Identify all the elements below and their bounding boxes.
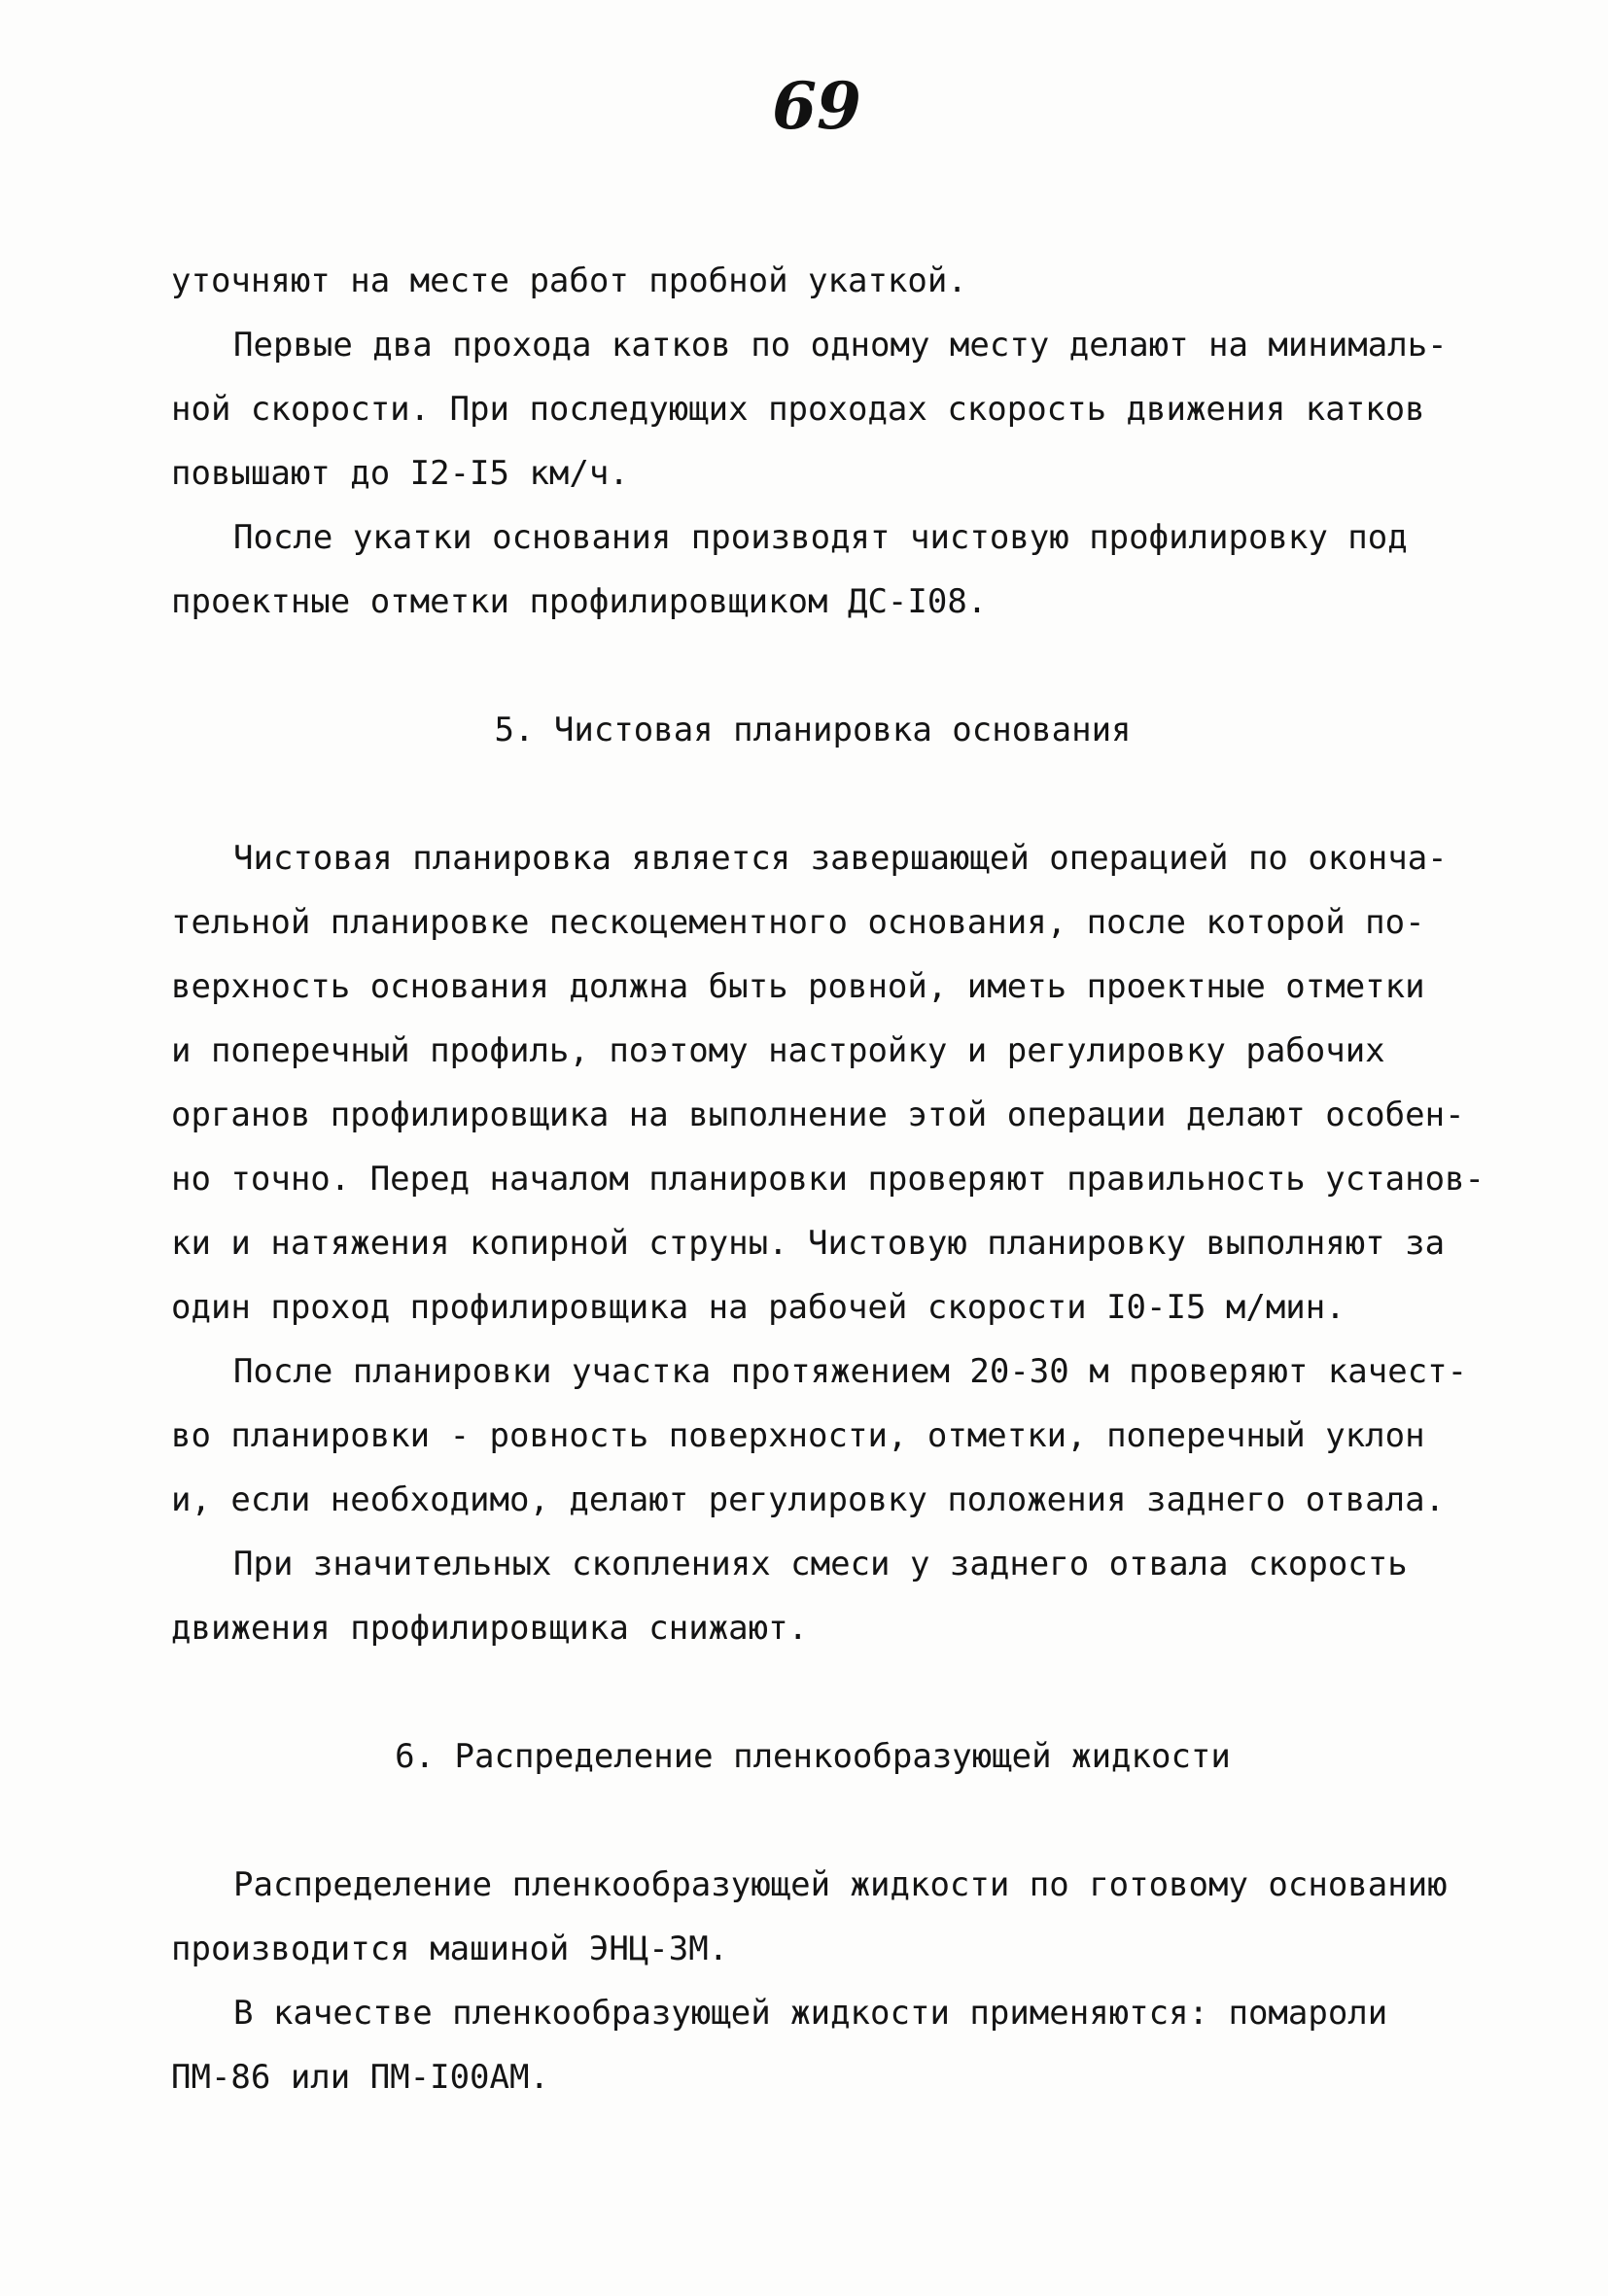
text-line: один проход профилировщика на рабочей скорости I0-I5 м/мин. — [171, 1288, 1346, 1327]
text-line: повышают до I2-I5 км/ч. — [171, 454, 629, 493]
text-line: движения профилировщика снижают. — [171, 1609, 809, 1648]
text-line: верхность основания должна быть ровной, иметь проектные отметки — [171, 967, 1425, 1006]
section-6 — [171, 1724, 1454, 2109]
section-5 — [171, 698, 1486, 1660]
spacer — [171, 1660, 1454, 1724]
page-body — [171, 249, 1486, 2109]
text-line: проектные отметки профилировщиком ДС-I08. — [171, 582, 988, 621]
text-line: При значительных скоплениях смеси у заднего отвала скорость — [233, 1545, 1408, 1583]
spacer — [171, 634, 1454, 698]
text-line: во планировки - ровность поверхности, отметки, поперечный уклон — [171, 1416, 1425, 1455]
text-line: В качестве пленкообразующей жидкости применяются: помароли — [233, 1994, 1388, 2033]
text-line: производится машиной ЭНЦ-3М. — [171, 1930, 729, 1968]
text-line: После планировки участка протяжением 20-30 м проверяют качест- — [233, 1352, 1468, 1391]
intro-block — [171, 249, 1454, 634]
text-line: и, если необходимо, делают регулировку положения заднего отвала. — [171, 1480, 1446, 1519]
text-line: Распределение пленкообразующей жидкости по готовому основанию — [233, 1865, 1448, 1904]
text-line: Первые два прохода катков по одному месту делают на минималь- — [233, 326, 1448, 365]
text-line: После укатки основания производят чистовую профилировку под — [233, 518, 1408, 557]
page-number: 69 — [772, 68, 861, 144]
text-line: ПМ-86 или ПМ-I00АМ. — [171, 2058, 549, 2097]
text-line: ной скорости. При последующих проходах скорость движения катков — [171, 390, 1425, 429]
spacer — [171, 762, 1454, 826]
text-line: ки и натяжения копирной струны. Чистовую планировку выполняют за — [171, 1224, 1446, 1263]
text-line: уточняют на месте работ пробной укаткой. — [171, 261, 967, 300]
text-line: Чистовая планировка является завершающей операцией по оконча- — [233, 839, 1448, 878]
text-line: тельной планировке пескоцементного основания, после которой по- — [171, 903, 1425, 942]
text-line: органов профилировщика на выполнение этой операции делают особен- — [171, 1096, 1465, 1134]
section-heading: 6. Распределение пленкообразующей жидкости — [395, 1737, 1231, 1776]
text-line: но точно. Перед началом планировки проверяют правильность установ- — [171, 1160, 1486, 1199]
spacer — [171, 1789, 1454, 1853]
section-heading: 5. Чистовая планировка основания — [494, 711, 1132, 749]
text-line: и поперечный профиль, поэтому настройку и регулировку рабочих — [171, 1031, 1385, 1070]
